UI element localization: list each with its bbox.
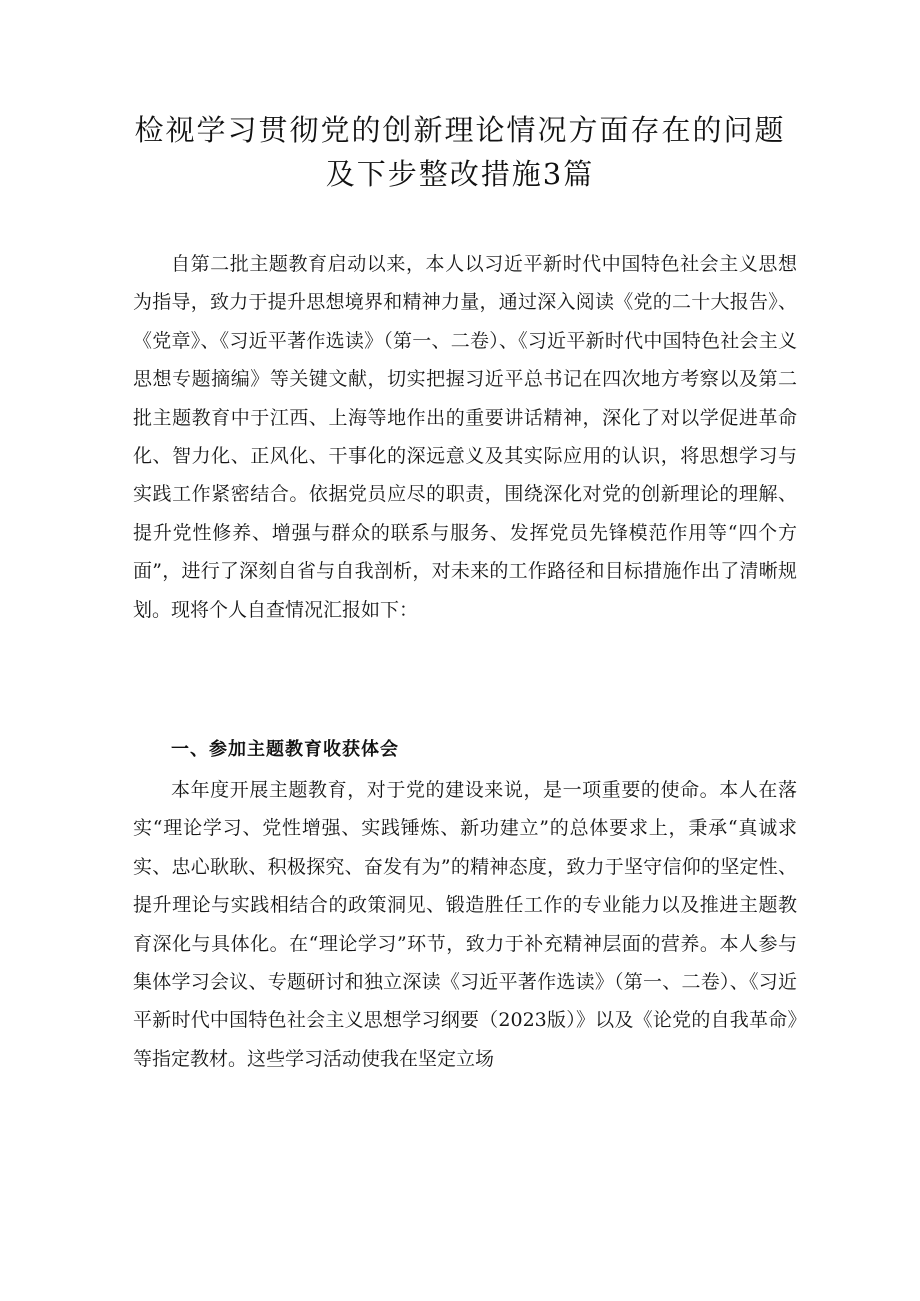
document-title-line-1: 检视学习贯彻党的创新理论情况方面存在的问题 [134, 113, 786, 147]
section-heading-1: 一、参加主题教育收获体会 [171, 739, 399, 760]
section1-paragraph-block [133, 771, 797, 1078]
document-title-line-2: 及下步整改措施3篇 [325, 157, 595, 191]
intro-paragraph: 自第二批主题教育启动以来，本人以习近平新时代中国特色社会主义思想为指导，致力于提升思想境界和精神力量，通过深入阅读《党的二十大报告》、《党章》、《习近平著作选读》（第一、二卷）、《习近平新时代中国特色社会主义思想专题摘编》等关键文献，切实把握习近平总书记在四次地方考察以及第二批主题教育中于江西、上海等地作出的重要讲话精神，深化了对以学促进革命化、智力化、正风化、干事化的深远意义及其实际应用的认识，将思想学习与实践工作紧密结合。依据党员应尽的职责，围绕深化对党的创新理论的理解、提升党性修养、增强与群众的联系与服务、发挥党员先锋模范作用等“四个方面”，进行了深刻自省与自我剖析，对未来的工作路径和目标措施作出了清晰规划。现将个人自查情况汇报如下： [133, 253, 797, 621]
intro-paragraph-block [133, 245, 797, 629]
section1-paragraph: 本年度开展主题教育，对于党的建设来说，是一项重要的使命。本人在落实“理论学习、党性增强、实践锤炼、新功建立”的总体要求上，秉承“真诚求实、忠心耿耿、积极探究、奋发有为”的精神态度，致力于坚守信仰的坚定性、提升理论与实践相结合的政策洞见、锻造胜任工作的专业能力以及推进主题教育深化与具体化。在“理论学习”环节，致力于补充精神层面的营养。本人参与集体学习会议、专题研讨和独立深读《习近平著作选读》（第一、二卷）、《习近平新时代中国特色社会主义思想学习纲要（2023版）》以及《论党的自我革命》等指定教材。这些学习活动使我在坚定立场 [133, 779, 797, 1070]
